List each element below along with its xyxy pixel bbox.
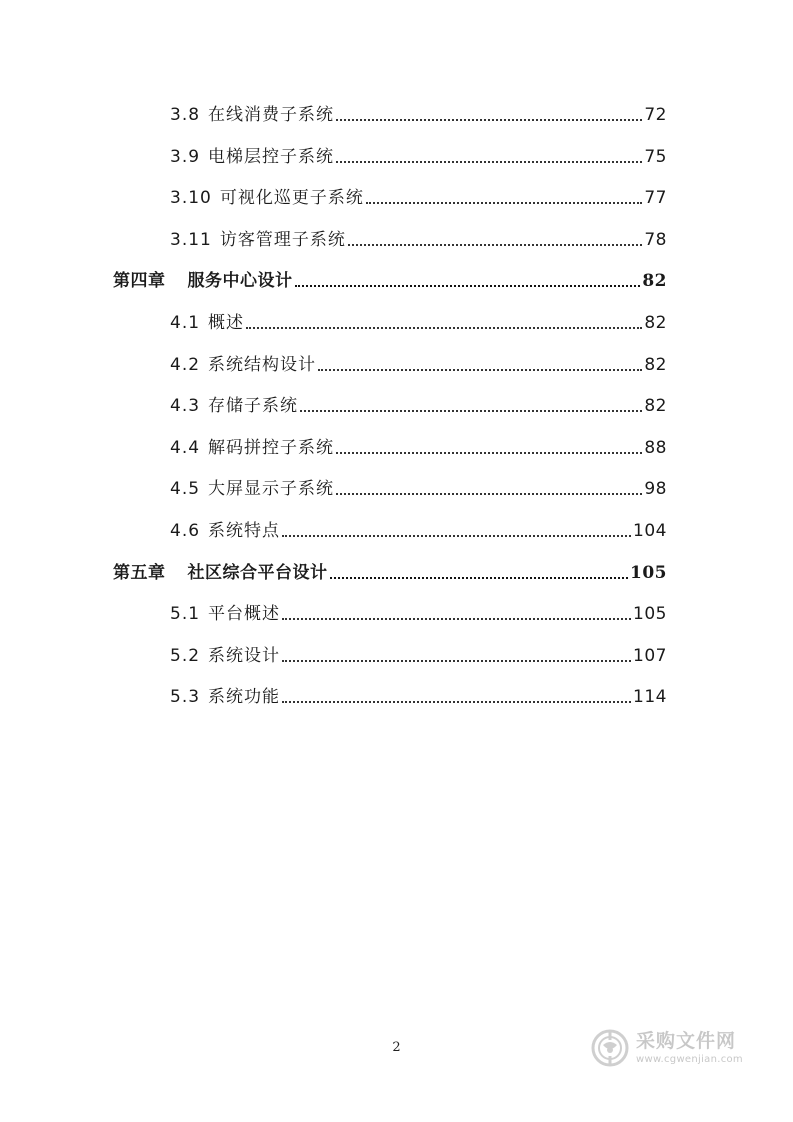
toc-dot-leader [330, 576, 629, 579]
toc-entry-number: 4.3 [170, 396, 201, 417]
toc-entry-number: 5.3 [170, 687, 201, 708]
toc-entry-number: 4.1 [170, 313, 201, 333]
toc-entry-number: 3.9 [170, 146, 201, 167]
page-number: 2 [392, 1040, 401, 1055]
toc-entry[interactable] [170, 637, 667, 667]
toc-dot-leader [348, 243, 643, 246]
toc-entry-title: 系统特点 [208, 521, 281, 541]
toc-entry-title: 可视化巡更子系统 [219, 188, 364, 209]
watermark-url: www.cgwenjian.com [636, 1053, 743, 1065]
toc-entry-title: 平台概述 [208, 604, 281, 625]
toc-entry[interactable] [170, 429, 667, 459]
toc-entry-number: 3.10 [170, 188, 212, 209]
toc-dot-leader [282, 700, 631, 703]
toc-dot-leader [282, 534, 631, 537]
toc-entry-page: 88 [644, 437, 667, 458]
toc-entry-page: 82 [644, 354, 667, 375]
toc-entry[interactable] [170, 346, 667, 376]
toc-entry[interactable] [170, 678, 667, 708]
toc-entry-page: 98 [644, 479, 667, 500]
toc-entry[interactable] [170, 96, 667, 126]
toc-entry[interactable] [170, 595, 667, 625]
toc-entry-title: 大屏显示子系统 [208, 479, 335, 500]
toc-chapter-page: 105 [630, 562, 667, 583]
toc-chapter-entry[interactable] [113, 554, 667, 584]
toc-dot-leader [318, 368, 642, 371]
toc-entry[interactable] [170, 470, 667, 500]
toc-entry-page: 82 [644, 313, 667, 333]
toc-entry[interactable] [170, 304, 667, 334]
toc-entry[interactable] [170, 387, 667, 417]
watermark-name: 采购文件网 [636, 1029, 737, 1052]
toc-chapter-title: 服务中心设计 [187, 271, 293, 292]
toc-entry-title: 存储子系统 [208, 396, 299, 417]
toc-entry-page: 75 [644, 146, 667, 167]
toc-entry-title: 系统功能 [208, 687, 281, 708]
toc-dot-leader [336, 492, 642, 495]
toc-dot-leader [366, 201, 643, 204]
toc-entry-page: 105 [633, 604, 667, 625]
toc-chapter-entry[interactable] [113, 262, 667, 292]
toc-entry-title: 解码拼控子系统 [208, 437, 335, 458]
toc-entry-number: 3.8 [170, 105, 201, 125]
toc-entry-page: 78 [644, 229, 667, 250]
toc-entry-page: 77 [644, 188, 667, 209]
toc-chapter-number: 第四章 [113, 271, 166, 292]
toc-chapter-page: 82 [642, 271, 667, 292]
toc-dot-leader [246, 326, 642, 329]
toc-entry-title: 访客管理子系统 [219, 229, 346, 250]
toc-chapter-title: 社区综合平台设计 [187, 562, 328, 583]
toc-entry-page: 72 [644, 105, 667, 125]
toc-entry-page: 82 [644, 396, 667, 417]
toc-entry-title: 概述 [208, 313, 245, 333]
cgwenjian-logo-icon [590, 1028, 630, 1068]
toc-dot-leader [282, 617, 631, 620]
toc-entry[interactable] [170, 221, 667, 251]
toc-dot-leader [336, 451, 642, 454]
toc-entry-number: 5.2 [170, 645, 201, 666]
toc-entry-number: 4.2 [170, 354, 201, 375]
toc-entry-number: 4.6 [170, 521, 201, 541]
toc-entry-number: 4.5 [170, 479, 201, 500]
toc-dot-leader [282, 659, 631, 662]
toc-entry-title: 系统结构设计 [208, 354, 317, 375]
toc-entry-page: 104 [633, 521, 667, 541]
toc-entry-number: 4.4 [170, 437, 201, 458]
toc-entry-number: 3.11 [170, 229, 212, 250]
toc-entry-page: 107 [633, 645, 667, 666]
toc-entry[interactable] [170, 512, 667, 542]
toc-entry-title: 在线消费子系统 [208, 105, 335, 125]
watermark [590, 1026, 760, 1070]
toc-entry-title: 系统设计 [208, 645, 281, 666]
toc-dot-leader [336, 118, 642, 121]
toc-dot-leader [295, 284, 641, 287]
toc-entry[interactable] [170, 138, 667, 168]
toc-entry-number: 5.1 [170, 604, 201, 625]
toc-entry-page: 114 [633, 687, 667, 708]
toc-chapter-number: 第五章 [113, 562, 166, 583]
toc-dot-leader [336, 160, 642, 163]
toc-entry-title: 电梯层控子系统 [208, 146, 335, 167]
toc-entry[interactable] [170, 179, 667, 209]
toc-dot-leader [300, 409, 642, 412]
